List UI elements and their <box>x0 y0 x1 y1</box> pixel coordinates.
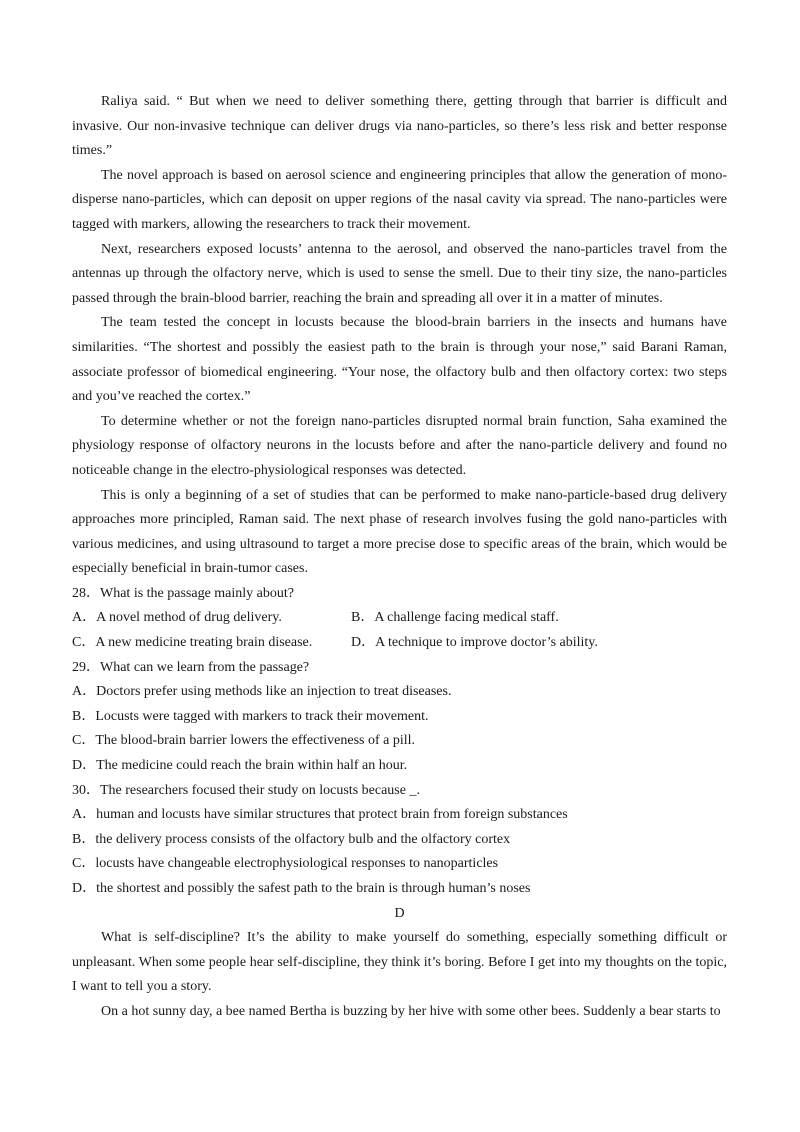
question-28-options-row-1 <box>72 606 727 631</box>
question-29-option-b: B．Locusts were tagged with markers to track their movement. <box>72 708 429 724</box>
question-30-option-d: D．the shortest and possibly the safest path to the brain is through human’s noses <box>72 881 531 896</box>
question-28-option-c: C．A new medicine treating brain disease. <box>72 635 313 651</box>
question-29-stem: 29．What can we learn from the passage? <box>72 659 310 675</box>
passage-c-paragraph-2: The novel approach is based on aerosol science and engineering principles that allow the generation of mono-disperse nano-particles, which can deposit on upper regions of the nasal cavity via spread. The nano-particles were tagged with markers, allowing the researchers to track their movement. <box>72 167 727 232</box>
passage-c-paragraph-3: Next, researchers exposed locusts’ antenna to the aerosol, and observed the nano-particles travel from the antennas up through the olfactory nerve, which is used to sense the smell. Due to their tiny size, the nano-particles passed through the brain-blood barrier, reaching the brain and spreading all over it in a matter of minutes. <box>72 241 727 306</box>
passage-c-paragraph-5: To determine whether or not the foreign nano-particles disrupted normal brain function, Saha examined the physiology response of olfactory neurons in the locusts before and after the nano-particle delivery and found no noticeable change in the electro-physiological responses was detected. <box>72 413 727 478</box>
question-28-option-b: B．A challenge facing medical staff. <box>351 610 559 626</box>
question-30-option-b: B．the delivery process consists of the olfactory bulb and the olfactory cortex <box>72 831 511 847</box>
question-30 <box>72 779 727 902</box>
passage-c-paragraph-6: This is only a beginning of a set of studies that can be performed to make nano-particle-based drug delivery approaches more principled, Raman said. The next phase of research involves fusing the gold nano-particles with various medicines, and using ultrasound to target a more precise dose to specific areas of the brain, which would be especially beneficial in brain-tumor cases. <box>72 487 727 577</box>
question-30-option-c: C．locusts have changeable electrophysiological responses to nanoparticles <box>72 856 499 872</box>
question-28-options-row-2 <box>72 631 727 656</box>
passage-c-paragraph-4: The team tested the concept in locusts because the blood-brain barriers in the insects and humans have similarities. “The shortest and possibly the easiest path to the brain is through your nose,” said Barani Raman, associate professor of biomedical engineering. “Your nose, the olfactory bulb and then olfactory cortex: two steps and you’ve reached the cortex.” <box>72 315 727 405</box>
passage-d-paragraph-2: On a hot sunny day, a bee named Bertha is buzzing by her hive with some other bees. Suddenly a bear starts to <box>101 1003 721 1019</box>
question-28-option-a: A．A novel method of drug delivery. <box>72 610 282 626</box>
question-30-stem: 30．The researchers focused their study on locusts because _. <box>72 782 420 798</box>
question-29-option-d: D．The medicine could reach the brain within half an hour. <box>72 758 408 774</box>
document-page <box>72 90 727 1025</box>
question-28 <box>72 582 727 656</box>
question-29 <box>72 656 727 779</box>
section-heading-d: D <box>394 905 405 921</box>
passage-c-paragraph-1: Raliya said. “ But when we need to deliver something there, getting through that barrier is difficult and invasive. Our non-invasive technique can deliver drugs via nano-particles, so there’s less risk and better response times.” <box>72 94 727 159</box>
question-28-stem: 28．What is the passage mainly about? <box>72 585 294 601</box>
question-29-option-c: C．The blood-brain barrier lowers the effectiveness of a pill. <box>72 733 416 749</box>
question-28-option-d: D．A technique to improve doctor’s ability. <box>351 635 598 651</box>
passage-d-paragraph-1: What is self-discipline? It’s the ability to make yourself do something, especially something difficult or unpleasant. When some people hear self-discipline, they think it’s boring. Before I get into my thoughts on the topic, I want to tell you a story. <box>72 930 727 995</box>
question-30-option-a: A．human and locusts have similar structures that protect brain from foreign substances <box>72 807 568 823</box>
question-29-option-a: A．Doctors prefer using methods like an injection to treat diseases. <box>72 684 452 700</box>
